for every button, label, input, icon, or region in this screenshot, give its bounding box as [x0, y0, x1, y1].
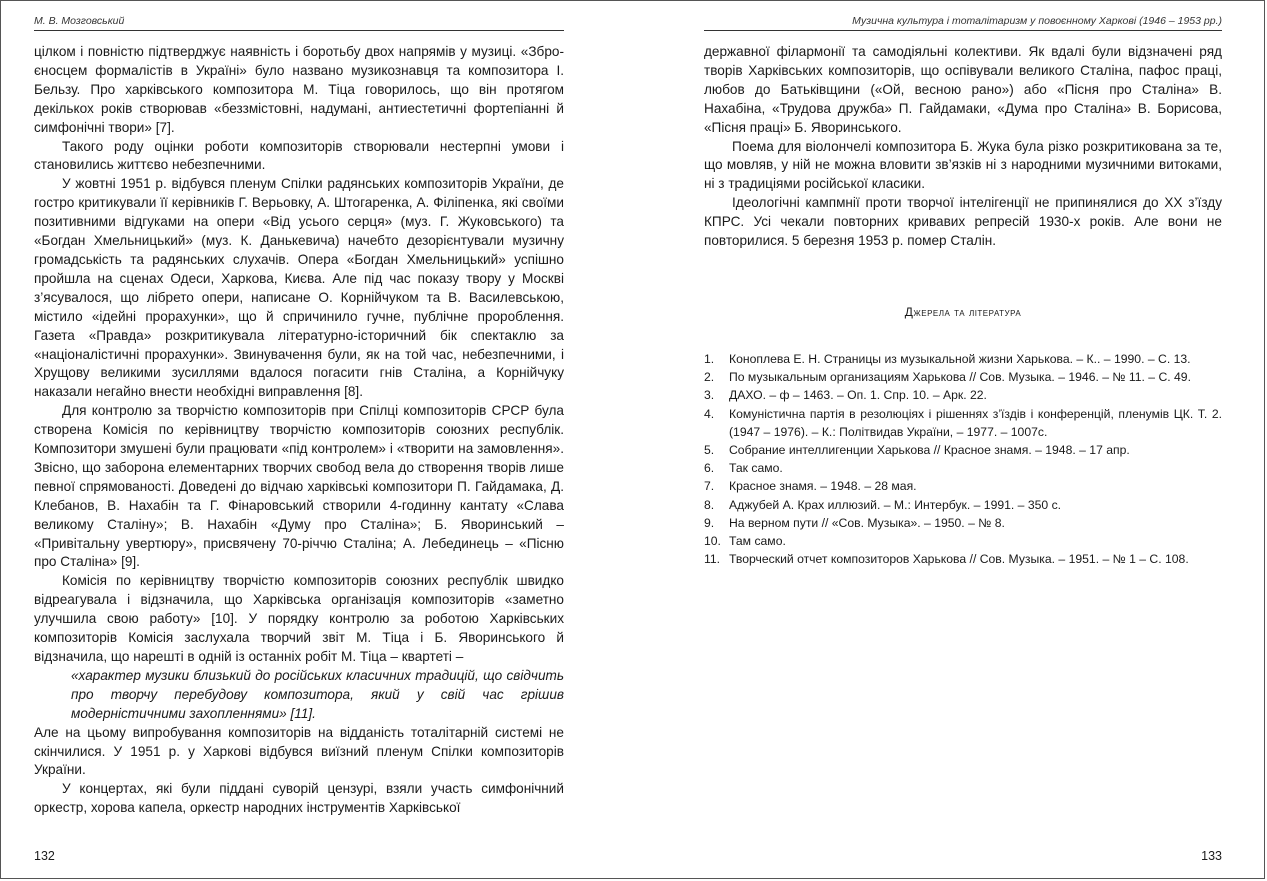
reference-item: 2. По музыкальным организациям Харькова // Сов. Музыка. – 1946. – № 11. – С. 49. [704, 370, 1191, 385]
page-number: 133 [1201, 849, 1222, 863]
references-heading: Джерела та література [904, 305, 1022, 319]
references-list [704, 350, 1222, 568]
reference-item: 6. Так само. [704, 461, 783, 476]
reference-item: 4. Комуністична партія в резолюціях і рішеннях з’їздів і конференцій, пленумів ЦК. Т. 2. (1947 – 1976). – К.: Політвидав України, – 1977. – 1007с. [704, 406, 1222, 439]
paragraph: Комісія по керівництву творчістю композиторів союзних республік швидко відреагувала і відзначила, що Харківська організація композиторів «заметно улучшила свою работу» [10]. У порядку контролю за роботою Харківських композиторів Комісія заслухала творчий звіт М. Тіца і Б. Яворинського й відзначила, що нарешті в одній із останніх робіт М. Тіца – квартеті – [34, 573, 564, 664]
page-number: 132 [34, 849, 55, 863]
left-running-head: М. В. Мозговський [34, 15, 564, 31]
paragraph: У концертах, які були піддані суворій цензурі, взяли участь симфонічний оркестр, хорова капела, оркестр народних інструментів Харківської [34, 781, 564, 816]
right-running-head: Музична культура і тоталітаризм у повоєнному Харкові (1946 – 1953 рр.) [704, 15, 1222, 31]
reference-item: 1. Коноплева Е. Н. Страницы из музыкальной жизни Харькова. – К.. – 1990. – С. 13. [704, 352, 1191, 366]
reference-item: 7. Красное знамя. – 1948. – 28 мая. [704, 479, 917, 494]
paragraph: Поема для віолончелі композитора Б. Жука була різко розкритикована за те, що мовляв, у ній не можна вловити зв’язків ні з народними музичними витоками, ні з традиціями російської класики. [704, 138, 1222, 192]
block-quote: «характер музики близький до російських класичних традицій, що свідчить про творчу перебудову композитора, який у свій час грішив модерністичними захопленнями» [11]. [71, 667, 564, 721]
reference-item: 8. Аджубей А. Крах иллюзий. – М.: Интербук. – 1991. – 350 с. [704, 497, 1062, 512]
right-page [704, 1, 1222, 880]
paragraph: Ідеологічні кампмнії проти творчої інтелігенції не припинялися до ХХ з’їзду КПРС. Усі чекали повторних кривавих репресій 1930-х років. Але вони не повторилися. 5 березня 1953 р. помер Сталін. [704, 195, 1222, 249]
paragraph: Для контролю за творчістю композиторів при Спілці композиторів СРСР була створена Комісія по керівництву творчістю композиторів союзних республік. Композитори змушені були працювати «під контролем» і «творити на замовлення». Звісно, що заборона елементарних творчих свобод вела до створення творів лише певної спрямованості. Доведені до відчаю харківські композитори П. Гайдамака, Д. Клебанов, В. Нахабін та Г. Фінаровський створили 4-годинну кантату «Слава великому Сталіну»; В. Нахабін «Думу про Сталіна»; Б. Яворинський – «Привітальну увертюру», присвячену 70-річчю Сталіна; А. Лебединець – «Пісню про Сталіна» [9]. [34, 403, 564, 570]
paragraph: Але на цьому випробування композиторів на відданість тоталітарній системі не скінчилися. У 1951 р. у Харкові відбувся виїзний пленум Спілки композиторів України. [34, 724, 564, 778]
reference-item: 5. Собрание интеллигенции Харькова // Красное знамя. – 1948. – 17 апр. [704, 443, 1130, 458]
reference-item: 10. Там само. [704, 534, 786, 549]
paragraph: Такого роду оцінки роботи композиторів створювали нестерпні умови і становились життєво небезпечними. [34, 138, 564, 173]
reference-item: 9. На верном пути // «Сов. Музыка». – 1950. – № 8. [704, 515, 1005, 530]
paragraph: цілком і повністю підтверджує наявність і боротьбу двох напрямів у музиці. «Зброєносцем формалістів в Україні» було названо музикознавця та композитора І. Бельзу. Про харківського композитора М. Тіца говорилось, що він протягом декількох років створював «беззмістовні, надумані, антиестетичні фортепіанні й симфонічні твори» [7]. [34, 44, 564, 135]
reference-item: 3. ДАХО. – ф – 1463. – Оп. 1. Спр. 10. – Арк. 22. [704, 388, 987, 403]
right-body-text [704, 43, 1222, 251]
reference-item: 11. Творческий отчет композиторов Харькова // Сов. Музыка. – 1951. – № 1 – С. 108. [704, 552, 1189, 567]
paragraph: У жовтні 1951 р. відбувся пленум Спілки радянських композиторів України, де гостро критикували її керівників Г. Верьовку, А. Штогаренка, А. Філіпенка, які своїми позитивними відгуками на опери «Від усього серця» (муз. Г. Жуковського) та «Богдан Хмельницький» (муз. К. Данькевича) начебто дезорієнтували музичну громадськість та радянських слухачів. Опера «Богдан Хмельницький» успішно пройшла на сценах Одеси, Харкова, Києва. Але під час показу твору у Москві з’ясувалося, що лібрето опери, написане О. Корнійчуком та В. Василевською, містило «ідейні прорахунки», що й спричинило гучне, публічне пророблення. Газета «Правда» розкритикувала літературно-історичний бік спектаклю за «націоналістичні прорахунки». Звинувачення були, як на той час, небезпечними, і Хрущову великими зусиллями вдалося погасити гнів Сталіна, а Корнійчуку наказали негайно внести необхідні виправлення [8]. [34, 176, 564, 400]
left-body-text [34, 43, 564, 818]
left-page [34, 1, 564, 880]
paragraph: державної філармонії та самодіяльні колективи. Як вдалі були відзначені ряд творів Харківських композиторів, що оспівували великого Сталіна, пафос праці, любов до Батьківщини («Ой, весною рано») або «Пісня про Сталіна» В. Нахабіна, «Трудова дружба» П. Гайдамаки, «Дума про Сталіна» В. Борисова, «Пісня праці» Б. Яворинського. [704, 44, 1222, 135]
